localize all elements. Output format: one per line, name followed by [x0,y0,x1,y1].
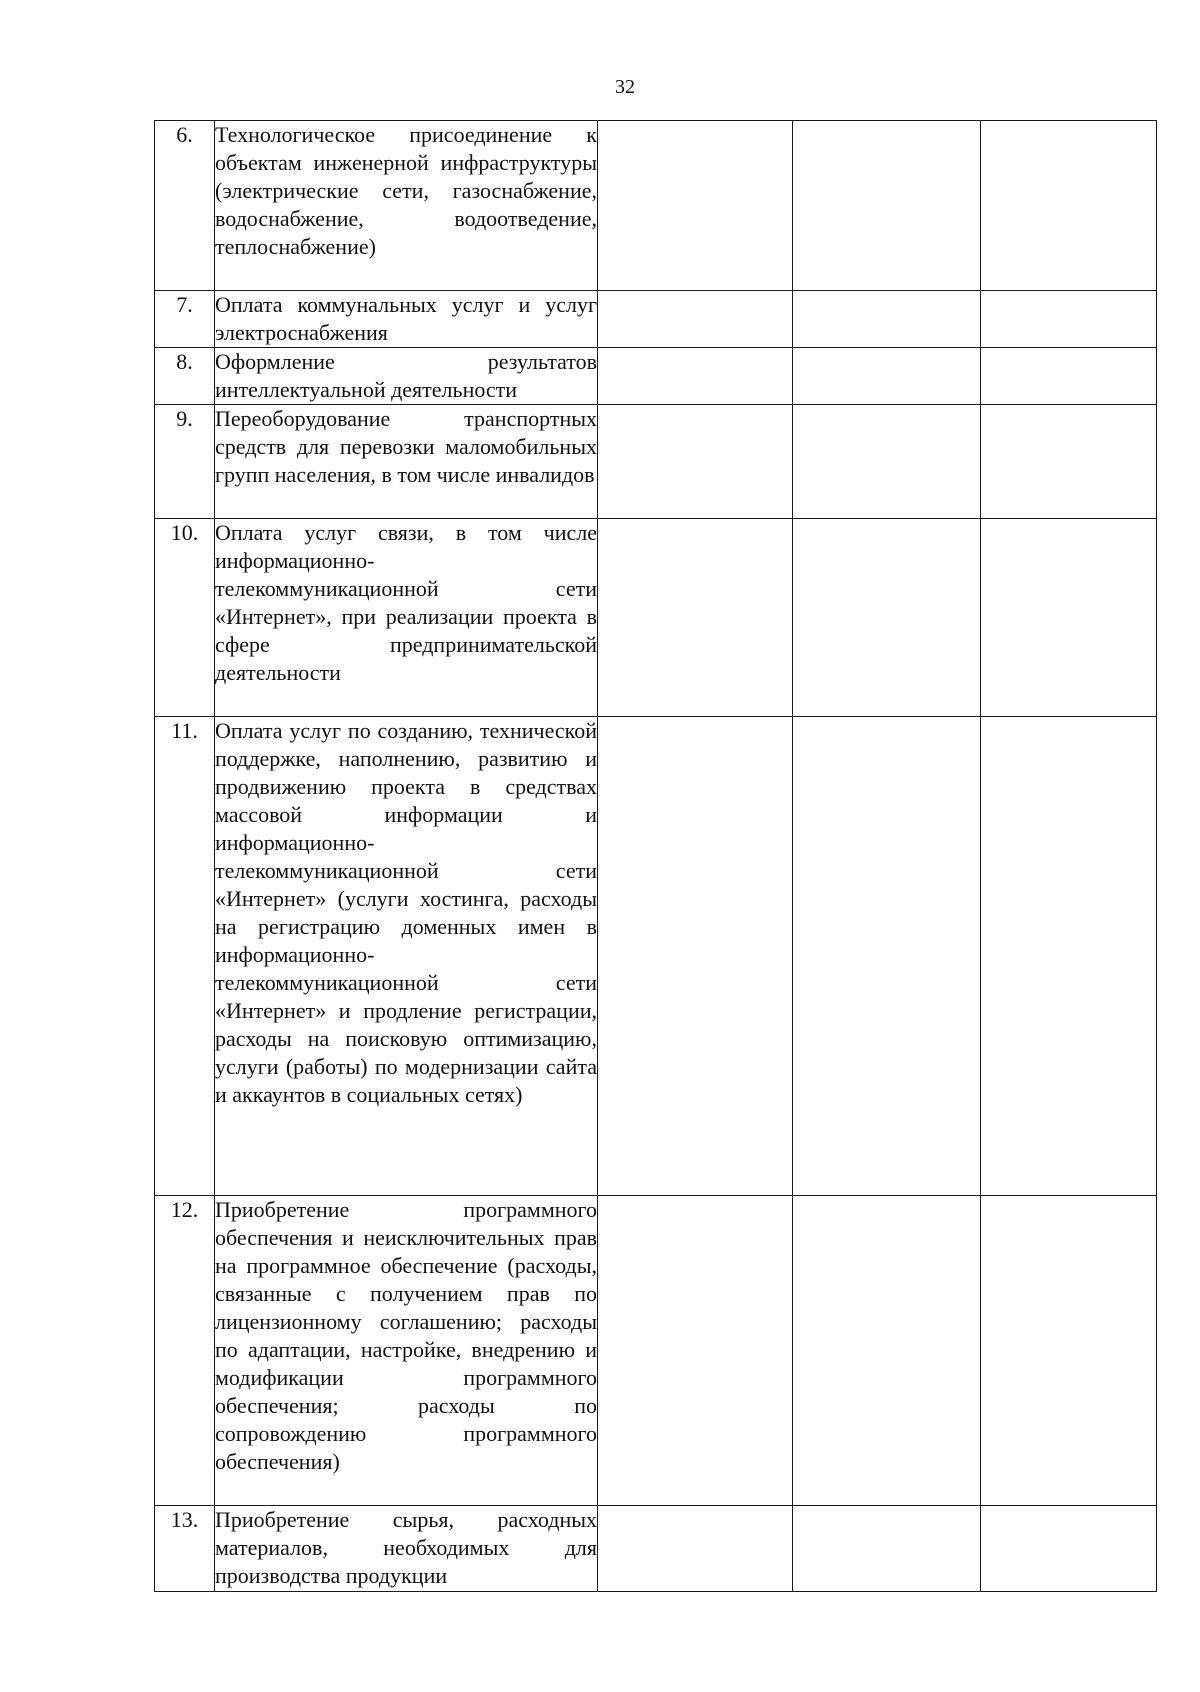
row-description [215,121,598,291]
empty-cell-b [793,1506,981,1592]
row-number: 7. [155,291,215,348]
row-description-text: Оплата коммунальных услуг и услуг электроснабжения [215,292,597,345]
row-number: 12. [155,1196,215,1506]
empty-cell-c [981,519,1157,717]
empty-cell-c [981,1196,1157,1506]
table-row [155,348,1157,405]
table-row [155,1506,1157,1592]
empty-cell-b [793,519,981,717]
table-row [155,291,1157,348]
row-description-text: Приобретение программного обеспечения и неисключительных прав на программное обеспечение (расходы, связанные с получением прав по лицензионному соглашению; расходы по адаптации, настройке, внедрению и модификации программного обеспечения; расходы по сопровождению программного обеспечения) [215,1197,597,1474]
empty-cell-b [793,1196,981,1506]
empty-cell-a [598,717,793,1196]
empty-cell-c [981,291,1157,348]
empty-cell-c [981,1506,1157,1592]
row-description-text: Переоборудование транспортных средств для перевозки маломобильных групп населения, в том числе инвалидов [215,406,597,487]
empty-cell-c [981,405,1157,519]
row-number: 8. [155,348,215,405]
empty-cell-a [598,121,793,291]
row-number: 9. [155,405,215,519]
empty-cell-a [598,291,793,348]
empty-cell-b [793,717,981,1196]
row-description-text: Оплата услуг по созданию, технической поддержке, наполнению, развитию и продвижению проекта в средствах массовой информации и информационно-телекоммуникационной сети «Интернет» (услуги хостинга, расходы на регистрацию доменных имен в информационно-телекоммуникационной сети «Интернет» и продление регистрации, расходы на поисковую оптимизацию, услуги (работы) по модернизации сайта и аккаунтов в социальных сетях) [215,718,597,1107]
row-number: 11. [155,717,215,1196]
table-row [155,405,1157,519]
page-number: 32 [615,76,635,98]
row-description [215,1196,598,1506]
table-body [155,121,1157,1592]
row-description [215,1506,598,1592]
table-row [155,121,1157,291]
empty-cell-c [981,121,1157,291]
empty-cell-a [598,519,793,717]
empty-cell-a [598,1196,793,1506]
empty-cell-a [598,348,793,405]
row-description [215,405,598,519]
expense-items-table [154,120,1157,1592]
row-description-text: Оплата услуг связи, в том числе информационно-телекоммуникационной сети «Интернет», при реализации проекта в сфере предпринимательской деятельности [215,520,597,685]
empty-cell-b [793,405,981,519]
row-description [215,717,598,1196]
empty-cell-b [793,291,981,348]
row-description [215,348,598,405]
empty-cell-b [793,348,981,405]
table-row [155,1196,1157,1506]
empty-cell-c [981,348,1157,405]
table-row [155,519,1157,717]
empty-cell-a [598,405,793,519]
row-description [215,291,598,348]
table-row [155,717,1157,1196]
row-number: 13. [155,1506,215,1592]
empty-cell-c [981,717,1157,1196]
row-number: 10. [155,519,215,717]
row-number: 6. [155,121,215,291]
row-description [215,519,598,717]
empty-cell-b [793,121,981,291]
row-description-text: Оформление результатов интеллектуальной деятельности [215,349,597,402]
row-description-text: Технологическое присоединение к объектам инженерной инфраструктуры (электрические сети, газоснабжение, водоснабжение, водоотведение, теплоснабжение) [215,122,597,259]
empty-cell-a [598,1506,793,1592]
row-description-text: Приобретение сырья, расходных материалов, необходимых для производства продукции [215,1507,597,1588]
